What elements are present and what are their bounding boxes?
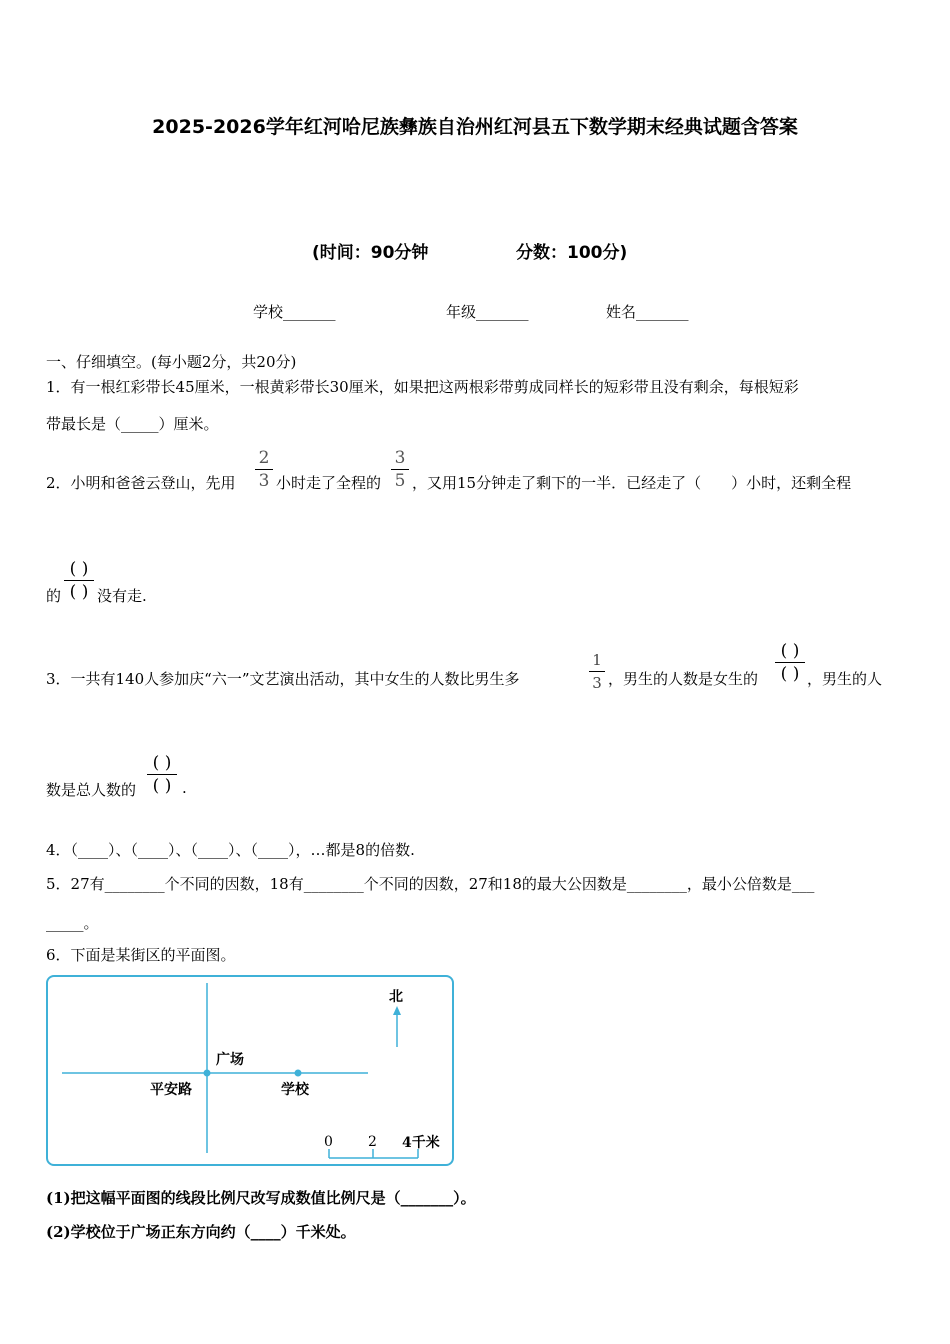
q1-line2: 带最长是（_____）厘米。 bbox=[46, 415, 219, 433]
square-label: 广场 bbox=[216, 1052, 244, 1068]
q4-text: 4．（____）、（____）、（____）、（____），…都是8的倍数. bbox=[46, 841, 415, 859]
north-arrow-icon bbox=[393, 1006, 401, 1015]
score-info: 分数：100分) bbox=[516, 243, 628, 263]
q2-frac2-den: 5 bbox=[394, 471, 406, 491]
school-label: 学校 bbox=[281, 1082, 309, 1098]
square-point bbox=[204, 1070, 211, 1077]
q3-line2-prefix: 数是总人数的 bbox=[46, 781, 137, 799]
q3-answer-fraction-2[interactable] bbox=[147, 753, 177, 796]
q3-frac1-den: 3 bbox=[592, 674, 602, 692]
q2-frac1 bbox=[255, 448, 273, 491]
scale-label-0: 0 bbox=[324, 1134, 333, 1150]
scale-label-2: 2 bbox=[368, 1134, 377, 1150]
q3-frac1-num: 1 bbox=[592, 651, 602, 669]
q3-answer1-num: ( ) bbox=[780, 641, 800, 661]
scale-label-4: 4千米 bbox=[402, 1135, 440, 1151]
north-label: 北 bbox=[389, 989, 403, 1005]
q2-line2-suffix: 没有走. bbox=[97, 587, 147, 605]
q3-part3: ，男生的人 bbox=[807, 670, 883, 688]
page-title: 2025-2026学年红河哈尼族彝族自治州红河县五下数学期末经典试题含答案 bbox=[152, 116, 798, 138]
name-field[interactable]: 姓名_______ bbox=[606, 303, 689, 321]
q2-part1: 2．小明和爸爸云登山，先用 bbox=[46, 474, 236, 492]
street-map bbox=[46, 975, 454, 1166]
q2-answer-fraction[interactable] bbox=[64, 559, 94, 602]
q3-frac1 bbox=[589, 650, 605, 693]
q1-line1: 1．有一根红彩带长45厘米，一根黄彩带长30厘米，如果把这两根彩带剪成同样长的短彩带且没有剩余，每根短彩 bbox=[46, 378, 799, 396]
q3-answer1-den: ( ) bbox=[780, 664, 800, 684]
q3-answer-fraction-1[interactable] bbox=[775, 641, 805, 684]
school-field[interactable]: 学校_______ bbox=[253, 303, 336, 321]
q2-frac1-num: 2 bbox=[258, 448, 270, 468]
section-heading: 一、仔细填空。(每小题2分，共20分) bbox=[46, 353, 297, 371]
q2-frac2 bbox=[391, 448, 409, 491]
q2-part2: 小时走了全程的 bbox=[276, 474, 382, 492]
q5-line1: 5．27有________个不同的因数，18有________个不同的因数，27和18的最大公因数是________，最小公倍数是___ bbox=[46, 875, 815, 893]
q3-answer2-den: ( ) bbox=[152, 776, 172, 796]
q2-answer-den: ( ) bbox=[69, 582, 89, 602]
q3-answer2-num: ( ) bbox=[152, 753, 172, 773]
q5-line2: _____。 bbox=[46, 914, 99, 932]
q2-line2-prefix: 的 bbox=[46, 587, 62, 605]
q6-sub2: (2)学校位于广场正东方向约（____）千米处。 bbox=[46, 1223, 356, 1241]
q2-part3: ，又用15分钟走了剩下的一半．已经走了（ ）小时，还剩全程 bbox=[412, 474, 852, 492]
time-info: (时间：90分钟 bbox=[312, 243, 429, 263]
q6-intro: 6．下面是某街区的平面图。 bbox=[46, 946, 236, 964]
q2-frac1-den: 3 bbox=[258, 471, 270, 491]
road-label: 平安路 bbox=[150, 1082, 192, 1098]
q2-frac2-num: 3 bbox=[394, 448, 406, 468]
grade-field[interactable]: 年级_______ bbox=[446, 303, 529, 321]
q3-part1: 3．一共有140人参加庆“六一”文艺演出活动，其中女生的人数比男生多 bbox=[46, 670, 520, 688]
school-point bbox=[295, 1070, 302, 1077]
q6-sub1: (1)把这幅平面图的线段比例尺改写成数值比例尺是（_______）。 bbox=[46, 1189, 476, 1207]
q3-part2: ，男生的人数是女生的 bbox=[608, 670, 759, 688]
q2-answer-num: ( ) bbox=[69, 559, 89, 579]
q3-line2-suffix: . bbox=[182, 779, 187, 797]
